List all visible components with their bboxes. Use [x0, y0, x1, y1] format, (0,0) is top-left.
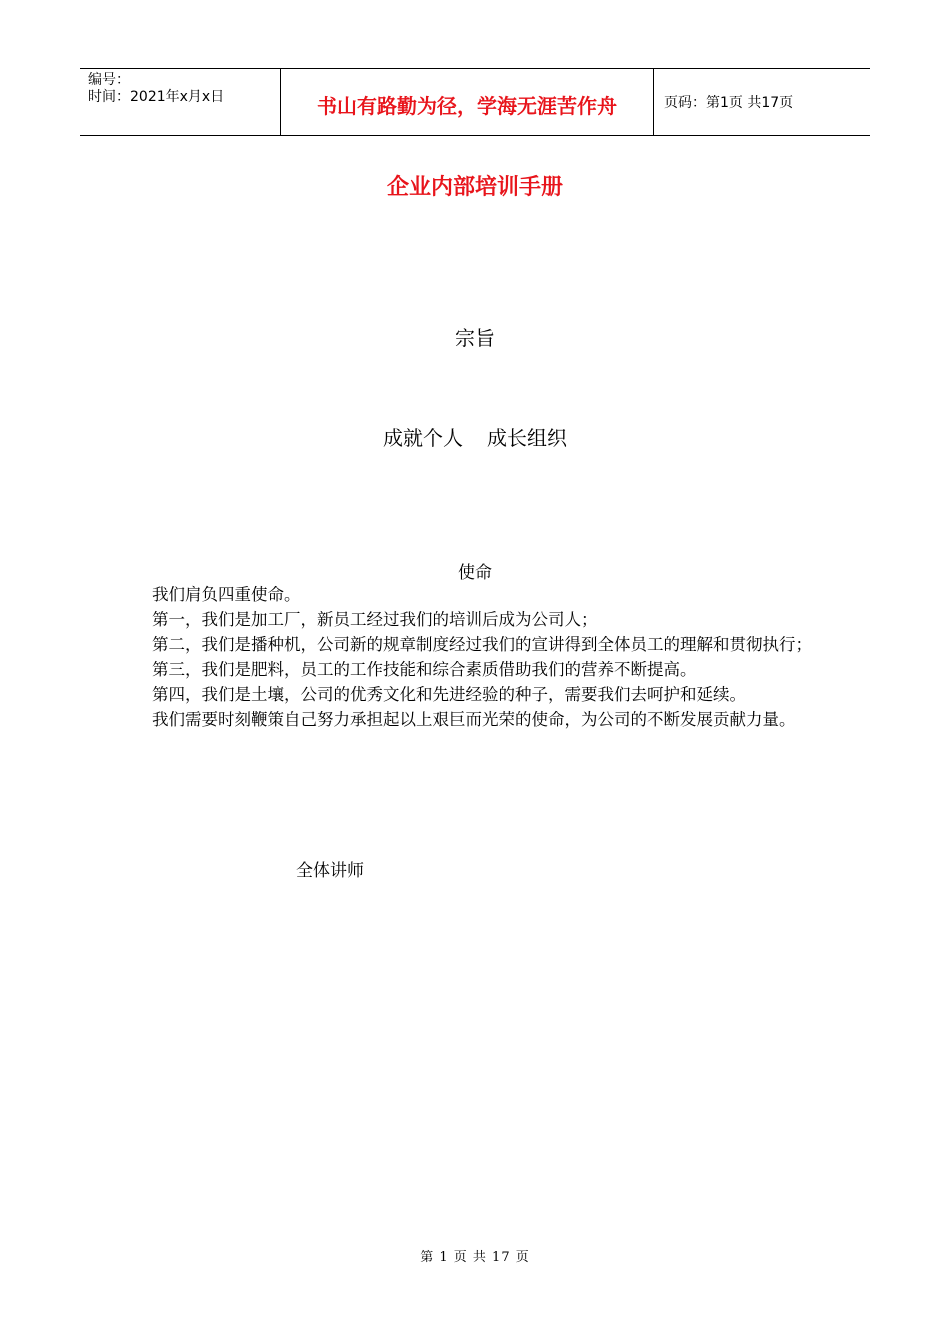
document-number-label: 编号：	[88, 72, 130, 88]
page-footer: 第 1 页 共 17 页	[420, 1250, 530, 1265]
header-page-cell	[654, 69, 870, 135]
purpose-part-2: 成长组织	[487, 426, 567, 450]
mission-paragraph: 我们需要时刻鞭策自己努力承担起以上艰巨而光荣的使命，为公司的不断发展贡献力量。	[152, 710, 796, 729]
purpose-statement	[0, 422, 950, 451]
signature: 全体讲师	[296, 861, 364, 881]
purpose-part-1: 成就个人	[383, 426, 463, 450]
document-title: 企业内部培训手册	[386, 175, 563, 200]
purpose-heading: 宗旨	[455, 326, 495, 350]
header-motto: 书山有路勤为径，学海无涯苦作舟	[317, 93, 617, 118]
header-meta-cell	[80, 69, 281, 135]
mission-heading: 使命	[458, 563, 492, 583]
document-time-label: 时间：2021年x月x日	[88, 89, 225, 105]
mission-paragraph: 我们肩负四重使命。	[152, 585, 301, 604]
mission-paragraph: 第二，我们是播种机，公司新的规章制度经过我们的宣讲得到全体员工的理解和贯彻执行；	[152, 635, 812, 654]
mission-paragraph: 第四，我们是土壤，公司的优秀文化和先进经验的种子，需要我们去呵护和延续。	[152, 685, 746, 704]
mission-paragraph: 第三，我们是肥料，员工的工作技能和综合素质借助我们的营养不断提高。	[152, 660, 697, 679]
mission-body	[114, 582, 838, 732]
mission-paragraph: 第一，我们是加工厂，新员工经过我们的培训后成为公司人；	[152, 610, 598, 629]
header-motto-cell	[281, 69, 654, 135]
header-page-info: 页码：第1页 共17页	[664, 95, 794, 111]
header-table	[80, 68, 870, 136]
